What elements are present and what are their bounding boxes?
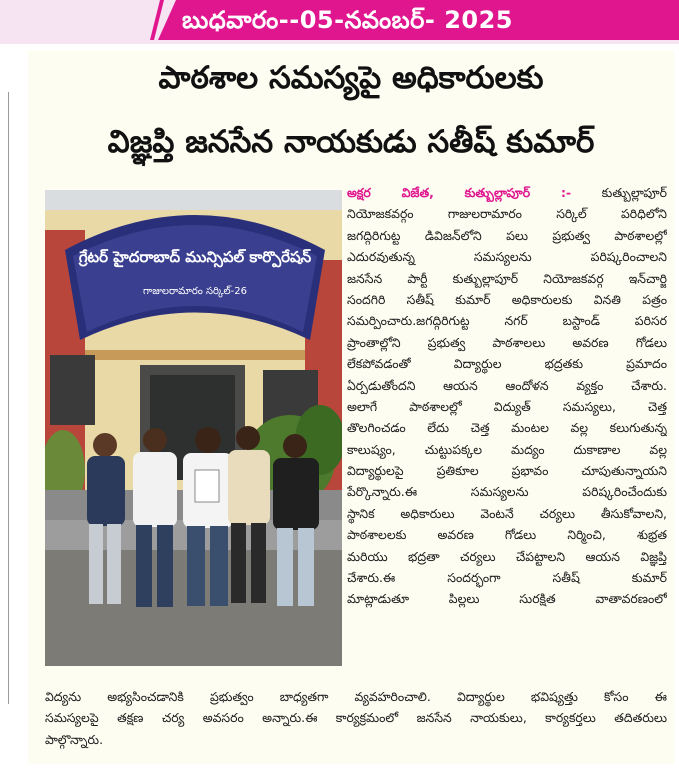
body-line: మరియు భద్రతా చర్యలు చేపట్టాలని ఆయన విజ్ఞప్తి — [347, 548, 667, 564]
column-divider — [8, 92, 9, 704]
body-line: పాఠశాలలకు అవరణ గోడలు నిర్మించి, శుభ్రత — [347, 527, 667, 543]
body-line: ఏర్పడుతోందని ఆయన ఆందోళన వ్యక్తం చేశారు. — [347, 377, 667, 393]
body-line: సందగిరి సతీష్ కుమార్ అధికారులకు వినతి పత్రం — [347, 291, 667, 307]
body-line: నియోజకవర్గం గాజులరామారం సర్కిల్ పరిధిలోని — [347, 206, 667, 222]
body-line: ఎదురవుతున్న సమస్యలను పరిష్కరించాలని — [347, 249, 667, 265]
byline-line — [347, 182, 667, 203]
photo-sign-text: గ్రేటర్ హైదరాబాద్ మున్సిపల్ కార్పొరేషన్ — [78, 248, 312, 266]
body-line: తొలగించడం లేదు చెత్త మంటల వల్ల కలుగుతున్న — [347, 420, 667, 436]
body-line: విద్యను అభ్యసించడానికి ప్రభుత్వం బాధ్యతగా వ్యవహరించాలి. విద్యార్థుల భవిష్యత్తు కోసం ఈ — [45, 689, 667, 704]
body-line: విద్యార్థులపై ప్రతికూల ప్రభావం చూపుతున్నాయని — [347, 463, 667, 479]
body-line: మాట్లాడుతూ పిల్లలు సురక్షిత వాతావరణంలో — [347, 591, 667, 607]
right-column-text — [347, 182, 667, 610]
body-line: లేకపోవడంతో విద్యార్థుల భద్రతకు ప్రమాదం — [347, 356, 667, 372]
body-line: కాలుష్యం, చుట్టుపక్కల మద్యం దుకాణాల వల్ల — [347, 441, 667, 457]
body-line: జగద్గిరిగుట్ట డివిజన్‌లోని పలు ప్రభుత్వ పాఠశాలల్లో — [347, 227, 667, 243]
body-line: కుత్బుల్లాపూర్ — [601, 185, 667, 200]
body-line: సమస్యలపై తక్షణ చర్య అవసరం అన్నారు.ఈ కార్యక్రమంలో జనసేన నాయకులు, కార్యకర్తలు తదితరులు — [45, 710, 667, 726]
news-photo — [45, 190, 342, 666]
body-line: పేర్కొన్నారు.ఈ సమస్యలను పరిష్కరించేందుకు — [347, 484, 667, 500]
body-line: సమర్పించారు.జగద్గిరిగుట్ట నగర్ బస్టాండ్ పరిసర — [347, 313, 667, 329]
photo-sign-subtext: గాజులరామారం సర్కిల్-26 — [143, 286, 247, 297]
issue-date: బుధవారం--05-నవంబర్- 2025 — [182, 6, 514, 34]
body-line: పాల్గొన్నారు. — [45, 731, 104, 747]
bottom-paragraph — [45, 686, 667, 750]
headline-line-2: విజ్ఞప్తి జనసేన నాయకుడు సతీష్ కుమార్ — [107, 124, 595, 160]
body-line: అలాగే పాఠశాలల్లో విద్యుత్ సమస్యలు, చెత్త — [347, 398, 667, 414]
body-line: చేశారు.ఈ సందర్భంగా సతీష్ కుమార్ — [347, 570, 667, 586]
body-line: జనసేన పార్టీ కుత్బుల్లాపూర్ నియోజకవర్గ ఇన్‌చార్జి — [347, 270, 667, 286]
body-line: ప్రాంతాల్లోని ప్రభుత్వ పాఠశాలలు అవరణ గోడలు — [347, 334, 667, 350]
byline: అక్షర విజేత, కుత్బుల్లాపూర్ :- — [347, 185, 572, 200]
headline-line-1: పాఠశాల సమస్యపై అధికారులకు — [158, 60, 544, 96]
body-line: స్థానిక అధికారులు వెంటనే చర్యలు తీసుకోవాలని, — [347, 505, 667, 521]
date-strip — [0, 0, 679, 44]
